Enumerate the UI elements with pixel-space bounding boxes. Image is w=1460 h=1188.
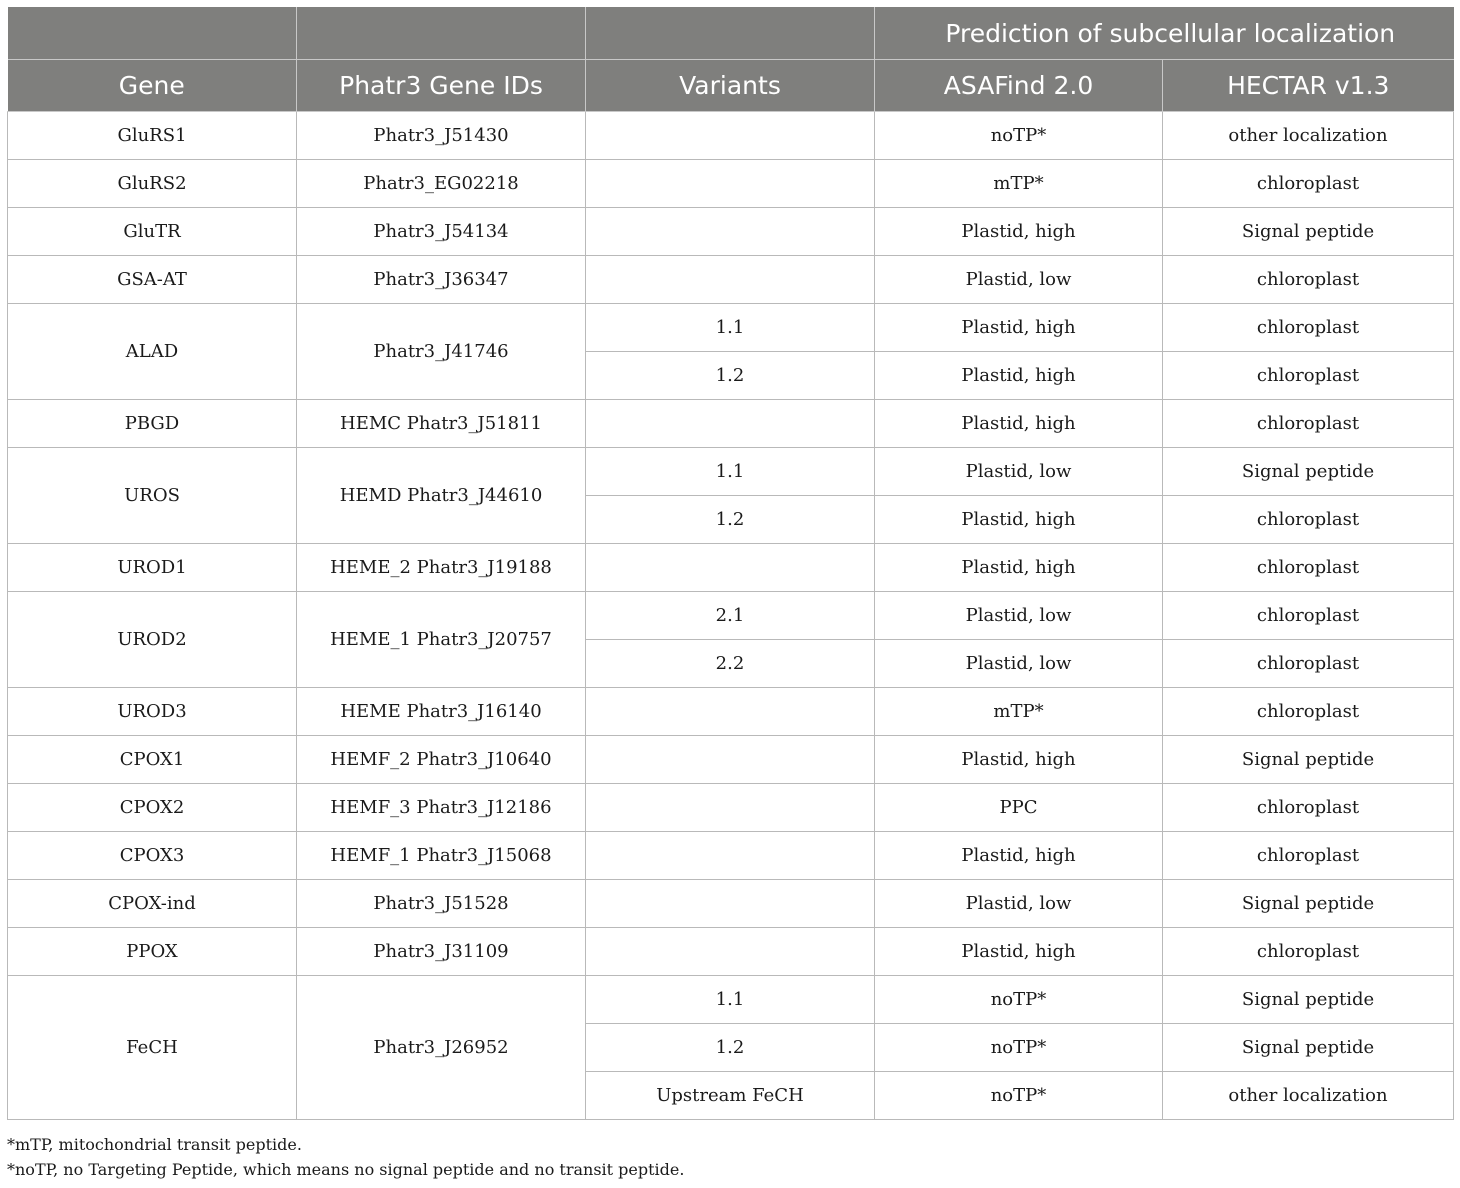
cell-gene-ids: HEMF_3 Phatr3_J12186 xyxy=(297,784,586,832)
cell-gene: UROD1 xyxy=(8,544,297,592)
cell-gene: CPOX1 xyxy=(8,736,297,784)
cell-hectar: chloroplast xyxy=(1163,544,1454,592)
cell-asafind: noTP* xyxy=(875,1024,1163,1072)
cell-gene: GluTR xyxy=(8,208,297,256)
table-row xyxy=(8,592,1454,640)
cell-variant xyxy=(586,736,875,784)
cell-variant: 1.1 xyxy=(586,976,875,1024)
cell-asafind: Plastid, high xyxy=(875,832,1163,880)
cell-gene: ALAD xyxy=(8,304,297,400)
cell-variant xyxy=(586,160,875,208)
cell-gene-ids: HEME Phatr3_J16140 xyxy=(297,688,586,736)
table-row xyxy=(8,784,1454,832)
cell-gene: GluRS2 xyxy=(8,160,297,208)
cell-hectar: chloroplast xyxy=(1163,352,1454,400)
cell-variant xyxy=(586,208,875,256)
cell-variant xyxy=(586,400,875,448)
cell-gene-ids: HEMF_1 Phatr3_J15068 xyxy=(297,832,586,880)
cell-hectar: Signal peptide xyxy=(1163,1024,1454,1072)
cell-gene-ids: HEMC Phatr3_J51811 xyxy=(297,400,586,448)
cell-asafind: Plastid, high xyxy=(875,304,1163,352)
cell-variant: 2.1 xyxy=(586,592,875,640)
cell-asafind: Plastid, high xyxy=(875,544,1163,592)
cell-asafind: Plastid, high xyxy=(875,208,1163,256)
cell-variant: 1.1 xyxy=(586,448,875,496)
cell-asafind: Plastid, high xyxy=(875,352,1163,400)
cell-gene-ids: Phatr3_J26952 xyxy=(297,976,586,1120)
table-row xyxy=(8,448,1454,496)
cell-asafind: Plastid, high xyxy=(875,496,1163,544)
cell-asafind: noTP* xyxy=(875,1072,1163,1120)
cell-asafind: Plastid, low xyxy=(875,880,1163,928)
cell-hectar: chloroplast xyxy=(1163,928,1454,976)
table-row xyxy=(8,688,1454,736)
cell-hectar: other localization xyxy=(1163,112,1454,160)
cell-gene-ids: Phatr3_J54134 xyxy=(297,208,586,256)
localization-table-container xyxy=(7,7,1453,1120)
cell-asafind: Plastid, low xyxy=(875,592,1163,640)
table-row xyxy=(8,880,1454,928)
cell-gene: PBGD xyxy=(8,400,297,448)
cell-hectar: Signal peptide xyxy=(1163,880,1454,928)
cell-gene: GluRS1 xyxy=(8,112,297,160)
cell-asafind: Plastid, high xyxy=(875,400,1163,448)
cell-gene: UROD2 xyxy=(8,592,297,688)
table-row xyxy=(8,832,1454,880)
cell-hectar: Signal peptide xyxy=(1163,208,1454,256)
cell-gene-ids: Phatr3_J41746 xyxy=(297,304,586,400)
header-group-prediction: Prediction of subcellular localization xyxy=(875,7,1454,60)
cell-variant xyxy=(586,256,875,304)
cell-gene-ids: Phatr3_J51528 xyxy=(297,880,586,928)
table-row xyxy=(8,160,1454,208)
cell-variant xyxy=(586,880,875,928)
table-header xyxy=(8,7,1454,112)
cell-gene: FeCH xyxy=(8,976,297,1120)
cell-variant xyxy=(586,784,875,832)
cell-hectar: chloroplast xyxy=(1163,400,1454,448)
table-body xyxy=(8,112,1454,1120)
cell-asafind: Plastid, low xyxy=(875,448,1163,496)
cell-gene: CPOX3 xyxy=(8,832,297,880)
table-row xyxy=(8,112,1454,160)
cell-variant xyxy=(586,928,875,976)
cell-hectar: chloroplast xyxy=(1163,256,1454,304)
header-empty-cell xyxy=(297,7,586,60)
column-header-asafind: ASAFind 2.0 xyxy=(875,60,1163,112)
cell-hectar: chloroplast xyxy=(1163,688,1454,736)
header-empty-cell xyxy=(8,7,297,60)
column-header-gene-ids: Phatr3 Gene IDs xyxy=(297,60,586,112)
table-row xyxy=(8,976,1454,1024)
cell-asafind: noTP* xyxy=(875,976,1163,1024)
table-row xyxy=(8,928,1454,976)
cell-variant xyxy=(586,112,875,160)
cell-hectar: chloroplast xyxy=(1163,784,1454,832)
column-header-hectar: HECTAR v1.3 xyxy=(1163,60,1454,112)
cell-hectar: Signal peptide xyxy=(1163,976,1454,1024)
localization-table xyxy=(7,7,1454,1120)
column-header-variants: Variants xyxy=(586,60,875,112)
cell-asafind: Plastid, low xyxy=(875,640,1163,688)
cell-variant: 1.2 xyxy=(586,496,875,544)
cell-variant: Upstream FeCH xyxy=(586,1072,875,1120)
cell-hectar: chloroplast xyxy=(1163,640,1454,688)
cell-gene: CPOX2 xyxy=(8,784,297,832)
cell-asafind: Plastid, high xyxy=(875,928,1163,976)
cell-variant xyxy=(586,688,875,736)
cell-gene-ids: HEME_2 Phatr3_J19188 xyxy=(297,544,586,592)
cell-gene-ids: HEMD Phatr3_J44610 xyxy=(297,448,586,544)
cell-asafind: mTP* xyxy=(875,160,1163,208)
footnote-mtp: *mTP, mitochondrial transit peptide. xyxy=(7,1135,302,1154)
cell-hectar: chloroplast xyxy=(1163,304,1454,352)
table-row xyxy=(8,400,1454,448)
table-row xyxy=(8,208,1454,256)
cell-variant: 2.2 xyxy=(586,640,875,688)
footnote-notp: *noTP, no Targeting Peptide, which means no signal peptide and no transit peptide. xyxy=(7,1160,685,1179)
cell-variant xyxy=(586,544,875,592)
cell-gene: UROD3 xyxy=(8,688,297,736)
cell-gene-ids: HEME_1 Phatr3_J20757 xyxy=(297,592,586,688)
cell-hectar: Signal peptide xyxy=(1163,448,1454,496)
cell-gene-ids: Phatr3_J51430 xyxy=(297,112,586,160)
header-row-columns xyxy=(8,60,1454,112)
cell-gene: UROS xyxy=(8,448,297,544)
cell-asafind: Plastid, high xyxy=(875,736,1163,784)
header-row-group xyxy=(8,7,1454,60)
table-row xyxy=(8,304,1454,352)
cell-hectar: chloroplast xyxy=(1163,592,1454,640)
cell-asafind: PPC xyxy=(875,784,1163,832)
footnotes xyxy=(7,1132,684,1182)
cell-gene: GSA-AT xyxy=(8,256,297,304)
cell-asafind: noTP* xyxy=(875,112,1163,160)
cell-asafind: mTP* xyxy=(875,688,1163,736)
cell-gene: CPOX-ind xyxy=(8,880,297,928)
cell-gene-ids: Phatr3_J31109 xyxy=(297,928,586,976)
cell-gene-ids: Phatr3_EG02218 xyxy=(297,160,586,208)
table-row xyxy=(8,736,1454,784)
cell-variant xyxy=(586,832,875,880)
cell-variant: 1.2 xyxy=(586,352,875,400)
cell-gene-ids: HEMF_2 Phatr3_J10640 xyxy=(297,736,586,784)
column-header-gene: Gene xyxy=(8,60,297,112)
cell-hectar: Signal peptide xyxy=(1163,736,1454,784)
cell-asafind: Plastid, low xyxy=(875,256,1163,304)
cell-hectar: chloroplast xyxy=(1163,832,1454,880)
cell-variant: 1.1 xyxy=(586,304,875,352)
table-row xyxy=(8,544,1454,592)
cell-variant: 1.2 xyxy=(586,1024,875,1072)
cell-hectar: chloroplast xyxy=(1163,160,1454,208)
cell-gene: PPOX xyxy=(8,928,297,976)
header-empty-cell xyxy=(586,7,875,60)
table-row xyxy=(8,256,1454,304)
cell-hectar: chloroplast xyxy=(1163,496,1454,544)
cell-gene-ids: Phatr3_J36347 xyxy=(297,256,586,304)
cell-hectar: other localization xyxy=(1163,1072,1454,1120)
